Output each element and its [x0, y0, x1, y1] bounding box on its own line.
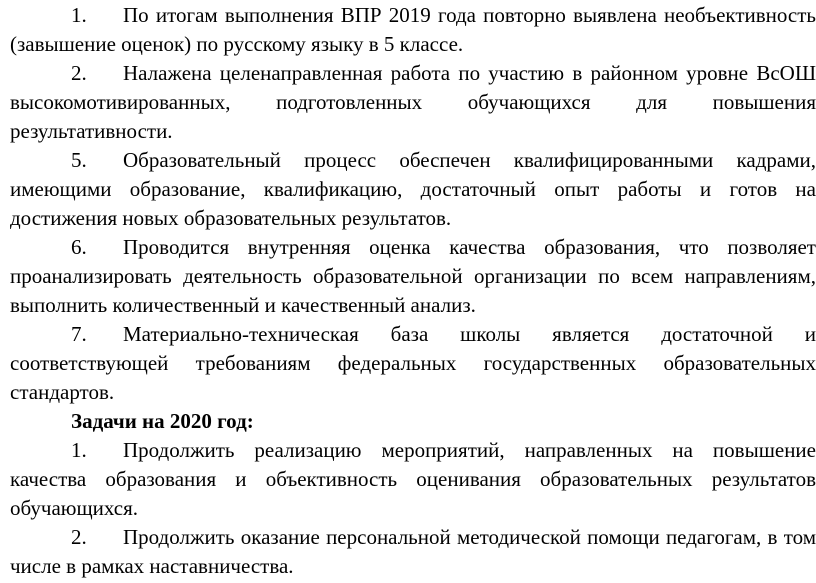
item-number: 1.: [71, 438, 87, 462]
list-item-2: [10, 59, 816, 146]
item-text: Образовательный процесс обеспечен квалифицированными кадрами, имеющими образование, квалификацию, достаточный опыт работы и готов на достижения новых образовательных результатов.: [10, 148, 816, 230]
list-item-1: [10, 1, 816, 59]
item-number: 2.: [71, 525, 87, 549]
item-number: 7.: [71, 322, 87, 346]
item-text: Продолжить реализацию мероприятий, направленных на повышение качества образования и объективность оценивания образовательных результатов обучающихся.: [10, 438, 816, 520]
item-text: Налажена целенаправленная работа по участию в районном уровне ВсОШ высокомотивированных, подготовленных обучающихся для повышения результативности.: [10, 61, 816, 143]
item-text: Продолжить оказание персональной методической помощи педагогам, в том числе в рамках наставничества.: [10, 525, 816, 578]
item-text: По итогам выполнения ВПР 2019 года повторно выявлена необъективность (завышение оценок) по русскому языку в 5 классе.: [10, 3, 816, 56]
item-number: 1.: [71, 3, 87, 27]
item-number: 5.: [71, 148, 87, 172]
task-item-2: [10, 523, 816, 581]
list-item-6: [10, 233, 816, 320]
task-item-1: [10, 436, 816, 523]
tasks-heading: Задачи на 2020 год:: [71, 409, 254, 433]
item-number: 2.: [71, 61, 87, 85]
list-item-7: [10, 320, 816, 407]
item-text: Проводится внутренняя оценка качества образования, что позволяет проанализировать деятельность образовательной организации по всем направлениям, выполнить количественный и качественный анализ.: [10, 235, 816, 317]
item-number: 6.: [71, 235, 87, 259]
item-text: Материально-техническая база школы является достаточной и соответствующей требованиям федеральных государственных образовательных стандартов.: [10, 322, 816, 404]
list-item-5: [10, 146, 816, 233]
